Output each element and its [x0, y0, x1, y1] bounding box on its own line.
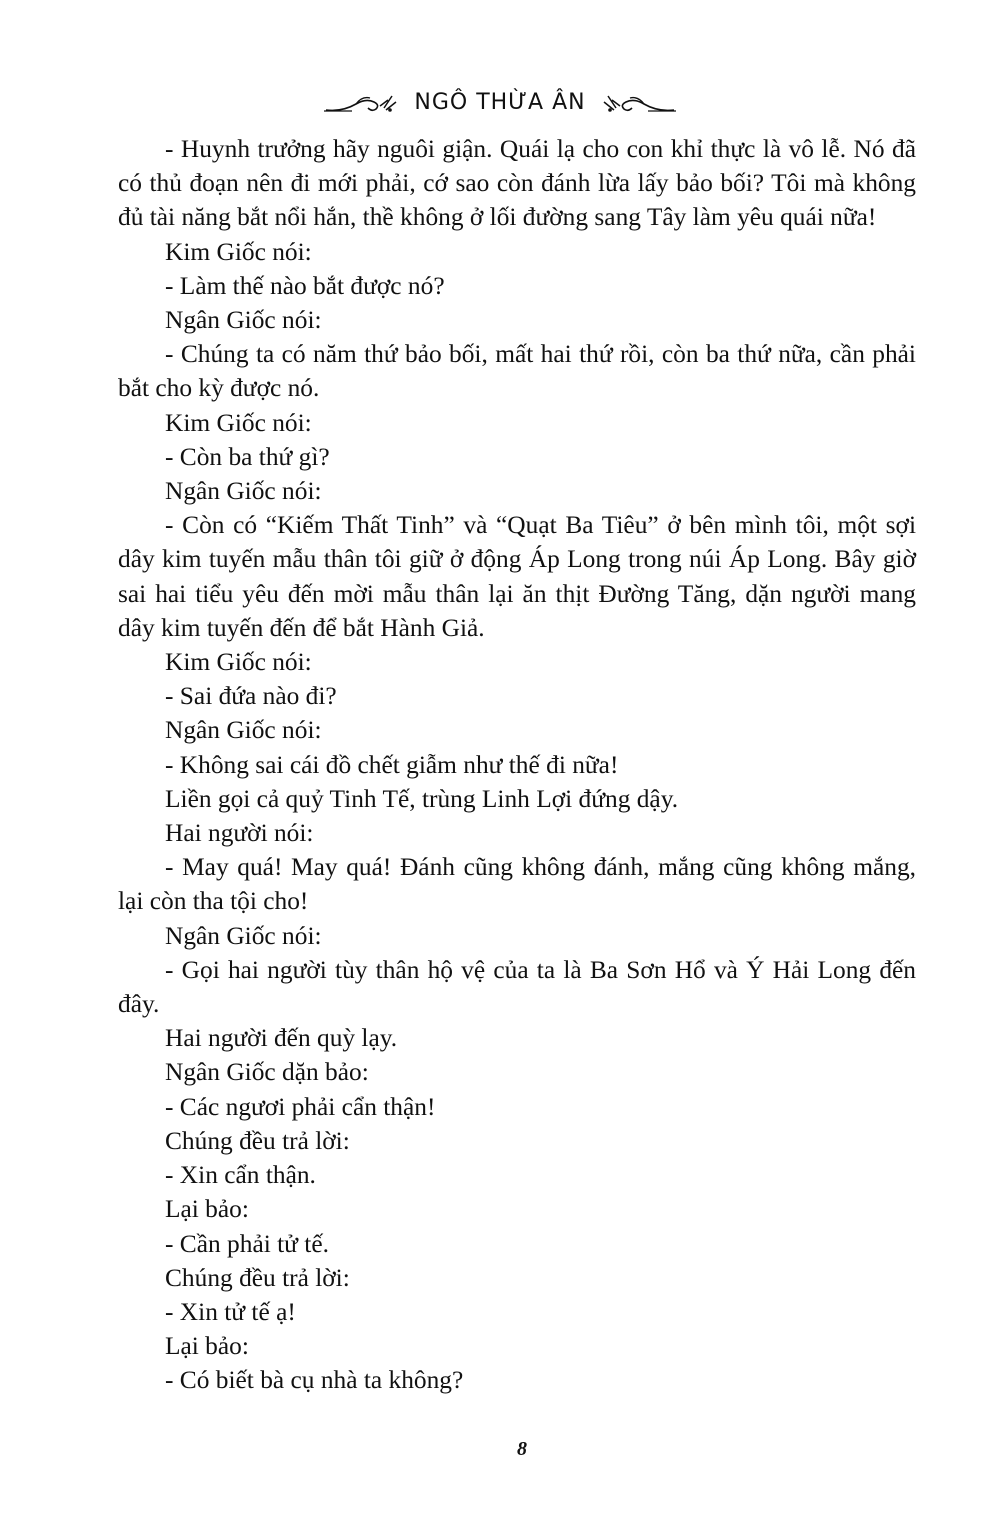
paragraph: - Huynh trưởng hãy nguôi giận. Quái lạ cho con khỉ thực là vô lễ. Nó đã có thủ đoạn nên đi mới phải, cớ sao còn đánh lừa lấy bảo bối? Tôi mà không đủ tài năng bắt nổi hắn, thề không ở lối đường sang Tây làm yêu quái nữa!	[118, 135, 916, 232]
paragraph: - Sai đứa nào đi?	[165, 682, 337, 711]
paragraph: Lại bảo:	[165, 1195, 249, 1224]
paragraph: - Gọi hai người tùy thân hộ vệ của ta là Ba Sơn Hổ và Ý Hải Long đến đây.	[118, 955, 916, 1019]
paragraph: Kim Giốc nói:	[165, 237, 312, 266]
left-ornament-icon	[322, 90, 402, 114]
paragraph: Liền gọi cả quỷ Tinh Tế, trùng Linh Lợi đứng dậy.	[165, 784, 679, 813]
body-text	[118, 132, 916, 1398]
paragraph: Chúng đều trả lời:	[165, 1263, 350, 1292]
paragraph: - Xin cẩn thận.	[165, 1161, 316, 1190]
paragraph: - Xin tử tế ạ!	[165, 1297, 296, 1326]
paragraph: Ngân Giốc nói:	[165, 306, 322, 335]
paragraph: Hai người nói:	[165, 819, 314, 848]
paragraph: - Còn ba thứ gì?	[165, 442, 330, 471]
page-number: 8	[517, 1438, 527, 1460]
paragraph: - Có biết bà cụ nhà ta không?	[165, 1366, 464, 1395]
paragraph: Hai người đến quỳ lạy.	[165, 1024, 398, 1053]
paragraph: - Các ngươi phải cẩn thận!	[165, 1092, 436, 1121]
paragraph: - May quá! May quá! Đánh cũng không đánh, mắng cũng không mắng, lại còn tha tội cho!	[118, 853, 916, 916]
paragraph: Lại bảo:	[165, 1332, 249, 1361]
paragraph: Kim Giốc nói:	[165, 648, 312, 677]
paragraph: Ngân Giốc dặn bảo:	[165, 1058, 369, 1087]
paragraph: - Cần phải tử tế.	[165, 1229, 329, 1258]
paragraph: Ngân Giốc nói:	[165, 921, 322, 950]
paragraph: Chúng đều trả lời:	[165, 1126, 350, 1155]
paragraph: Ngân Giốc nói:	[165, 716, 322, 745]
paragraph: Kim Giốc nói:	[165, 408, 312, 437]
paragraph: - Còn có “Kiếm Thất Tinh” và “Quạt Ba Tiêu” ở bên mình tôi, một sợi dây kim tuyến mẫu thân tôi giữ ở động Áp Long trong núi Áp Long. Bây giờ sai hai tiểu yêu đến mời mẫu thân lại ăn thịt Đường Tăng, dặn người mang dây kim tuyến đến để bắt Hành Giả.	[118, 511, 916, 642]
running-header	[0, 82, 1000, 122]
right-ornament-icon	[598, 90, 678, 114]
paragraph: - Không sai cái đồ chết giẫm như thế đi nữa!	[165, 750, 619, 779]
paragraph: Ngân Giốc nói:	[165, 477, 322, 506]
paragraph: - Làm thế nào bắt được nó?	[165, 271, 445, 300]
paragraph: - Chúng ta có năm thứ bảo bối, mất hai thứ rồi, còn ba thứ nữa, cần phải bắt cho kỳ được nó.	[118, 340, 916, 403]
header-title: NGÔ THỪA ÂN	[414, 89, 586, 115]
